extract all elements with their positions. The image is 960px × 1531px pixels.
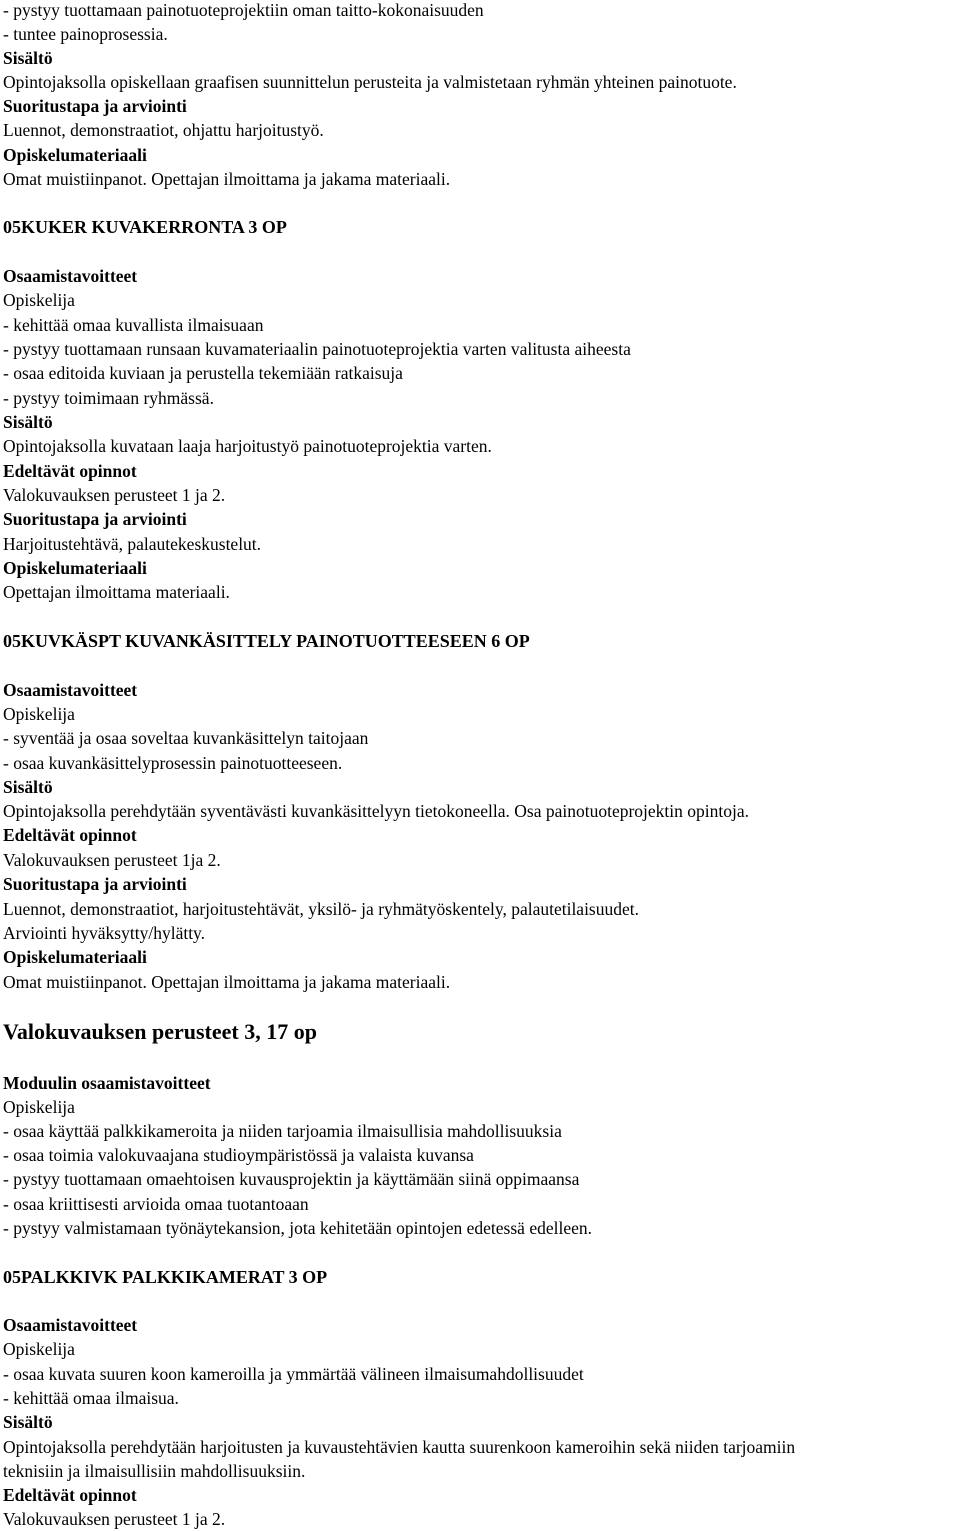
materials-text: Omat muistiinpanot. Opettajan ilmoittama ja jakama materiaali. xyxy=(3,972,451,992)
goal-bullet: - pystyy tuottamaan omaehtoisen kuvausprojektin ja käyttämään siinä oppimaansa xyxy=(3,1169,580,1189)
goal-bullet: - osaa kriittisesti arvioida omaa tuotantoaan xyxy=(3,1194,309,1214)
course-title: 05KUVKÄSPT KUVANKÄSITTELY PAINOTUOTTEESEEN 6 OP xyxy=(3,631,530,651)
goal-bullet: - pystyy toimimaan ryhmässä. xyxy=(3,388,214,408)
intro-materials-heading: Opiskelumateriaali xyxy=(3,145,147,165)
intro-bullet: - pystyy tuottamaan painotuoteprojektiin oman taitto-kokonaisuuden xyxy=(3,0,484,20)
module-title: Valokuvauksen perusteet 3, 17 op xyxy=(3,1019,317,1044)
goals-heading: Osaamistavoitteet xyxy=(3,1315,138,1335)
content-text: Opintojaksolla kuvataan laaja harjoitustyö painotuoteprojektia varten. xyxy=(3,436,492,456)
module-goals-heading: Moduulin osaamistavoitteet xyxy=(3,1073,211,1093)
goal-bullet: - pystyy tuottamaan runsaan kuvamateriaalin painotuoteprojektia varten valitusta aiheesta xyxy=(3,339,631,359)
intro-method-text: Luennot, demonstraatiot, ohjattu harjoitustyö. xyxy=(3,120,324,140)
content-text: Opintojaksolla perehdytään syventävästi kuvankäsittelyyn tietokoneella. Osa painotuoteprojektin opintoja. xyxy=(3,801,749,821)
content-heading: Sisältö xyxy=(3,777,53,797)
goal-bullet: - osaa editoida kuviaan ja perustella tekemiään ratkaisuja xyxy=(3,363,403,383)
intro-content-text: Opintojaksolla opiskellaan graafisen suunnittelun perusteita ja valmistetaan ryhmän yhteinen painotuote. xyxy=(3,72,737,92)
student-label: Opiskelija xyxy=(3,290,75,310)
content-heading: Sisältö xyxy=(3,412,53,432)
intro-content-heading: Sisältö xyxy=(3,48,53,68)
goal-bullet: - kehittää omaa ilmaisua. xyxy=(3,1388,179,1408)
prereq-heading: Edeltävät opinnot xyxy=(3,1485,137,1505)
intro-method-heading: Suoritustapa ja arviointi xyxy=(3,96,187,116)
goal-bullet: - kehittää omaa kuvallista ilmaisuaan xyxy=(3,315,264,335)
goal-bullet: - osaa kuvankäsittelyprosessin painotuotteeseen. xyxy=(3,753,343,773)
goal-bullet: - pystyy valmistamaan työnäytekansion, jota kehitetään opintojen edetessä edelleen. xyxy=(3,1218,592,1238)
course-title: 05PALKKIVK PALKKIKAMERAT 3 OP xyxy=(3,1267,328,1287)
method-heading: Suoritustapa ja arviointi xyxy=(3,509,187,529)
content-heading: Sisältö xyxy=(3,1412,53,1432)
prereq-heading: Edeltävät opinnot xyxy=(3,461,137,481)
goal-bullet: - osaa käyttää palkkikameroita ja niiden tarjoamia ilmaisullisia mahdollisuuksia xyxy=(3,1121,562,1141)
goals-heading: Osaamistavoitteet xyxy=(3,680,138,700)
student-label: Opiskelija xyxy=(3,1339,75,1359)
student-label: Opiskelija xyxy=(3,704,75,724)
intro-bullet: - tuntee painoprosessia. xyxy=(3,24,168,44)
goals-heading: Osaamistavoitteet xyxy=(3,266,138,286)
student-label: Opiskelija xyxy=(3,1097,75,1117)
goal-bullet: - osaa kuvata suuren koon kameroilla ja ymmärtää välineen ilmaisumahdollisuudet xyxy=(3,1364,584,1384)
method-text: Luennot, demonstraatiot, harjoitustehtävät, yksilö- ja ryhmätyöskentely, palautetilaisuudet. xyxy=(3,899,639,919)
prereq-heading: Edeltävät opinnot xyxy=(3,825,137,845)
materials-heading: Opiskelumateriaali xyxy=(3,558,147,578)
method-text: Harjoitustehtävä, palautekeskustelut. xyxy=(3,534,262,554)
intro-materials-text: Omat muistiinpanot. Opettajan ilmoittama ja jakama materiaali. xyxy=(3,169,451,189)
method-heading: Suoritustapa ja arviointi xyxy=(3,874,187,894)
goal-bullet: - syventää ja osaa soveltaa kuvankäsittelyn taitojaan xyxy=(3,728,369,748)
method-text: Arviointi hyväksytty/hylätty. xyxy=(3,923,206,943)
materials-text: Opettajan ilmoittama materiaali. xyxy=(3,582,230,602)
prereq-text: Valokuvauksen perusteet 1ja 2. xyxy=(3,850,221,870)
materials-heading: Opiskelumateriaali xyxy=(3,947,147,967)
goal-bullet: - osaa toimia valokuvaajana studioympäristössä ja valaista kuvansa xyxy=(3,1145,474,1165)
prereq-text: Valokuvauksen perusteet 1 ja 2. xyxy=(3,485,226,505)
content-text: teknisiin ja ilmaisullisiin mahdollisuuksiin. xyxy=(3,1461,306,1481)
course-title: 05KUKER KUVAKERRONTA 3 OP xyxy=(3,217,287,237)
content-text: Opintojaksolla perehdytään harjoitusten ja kuvaustehtävien kautta suurenkoon kameroihin sekä niiden tarjoamiin xyxy=(3,1437,796,1457)
prereq-text: Valokuvauksen perusteet 1 ja 2. xyxy=(3,1509,226,1529)
